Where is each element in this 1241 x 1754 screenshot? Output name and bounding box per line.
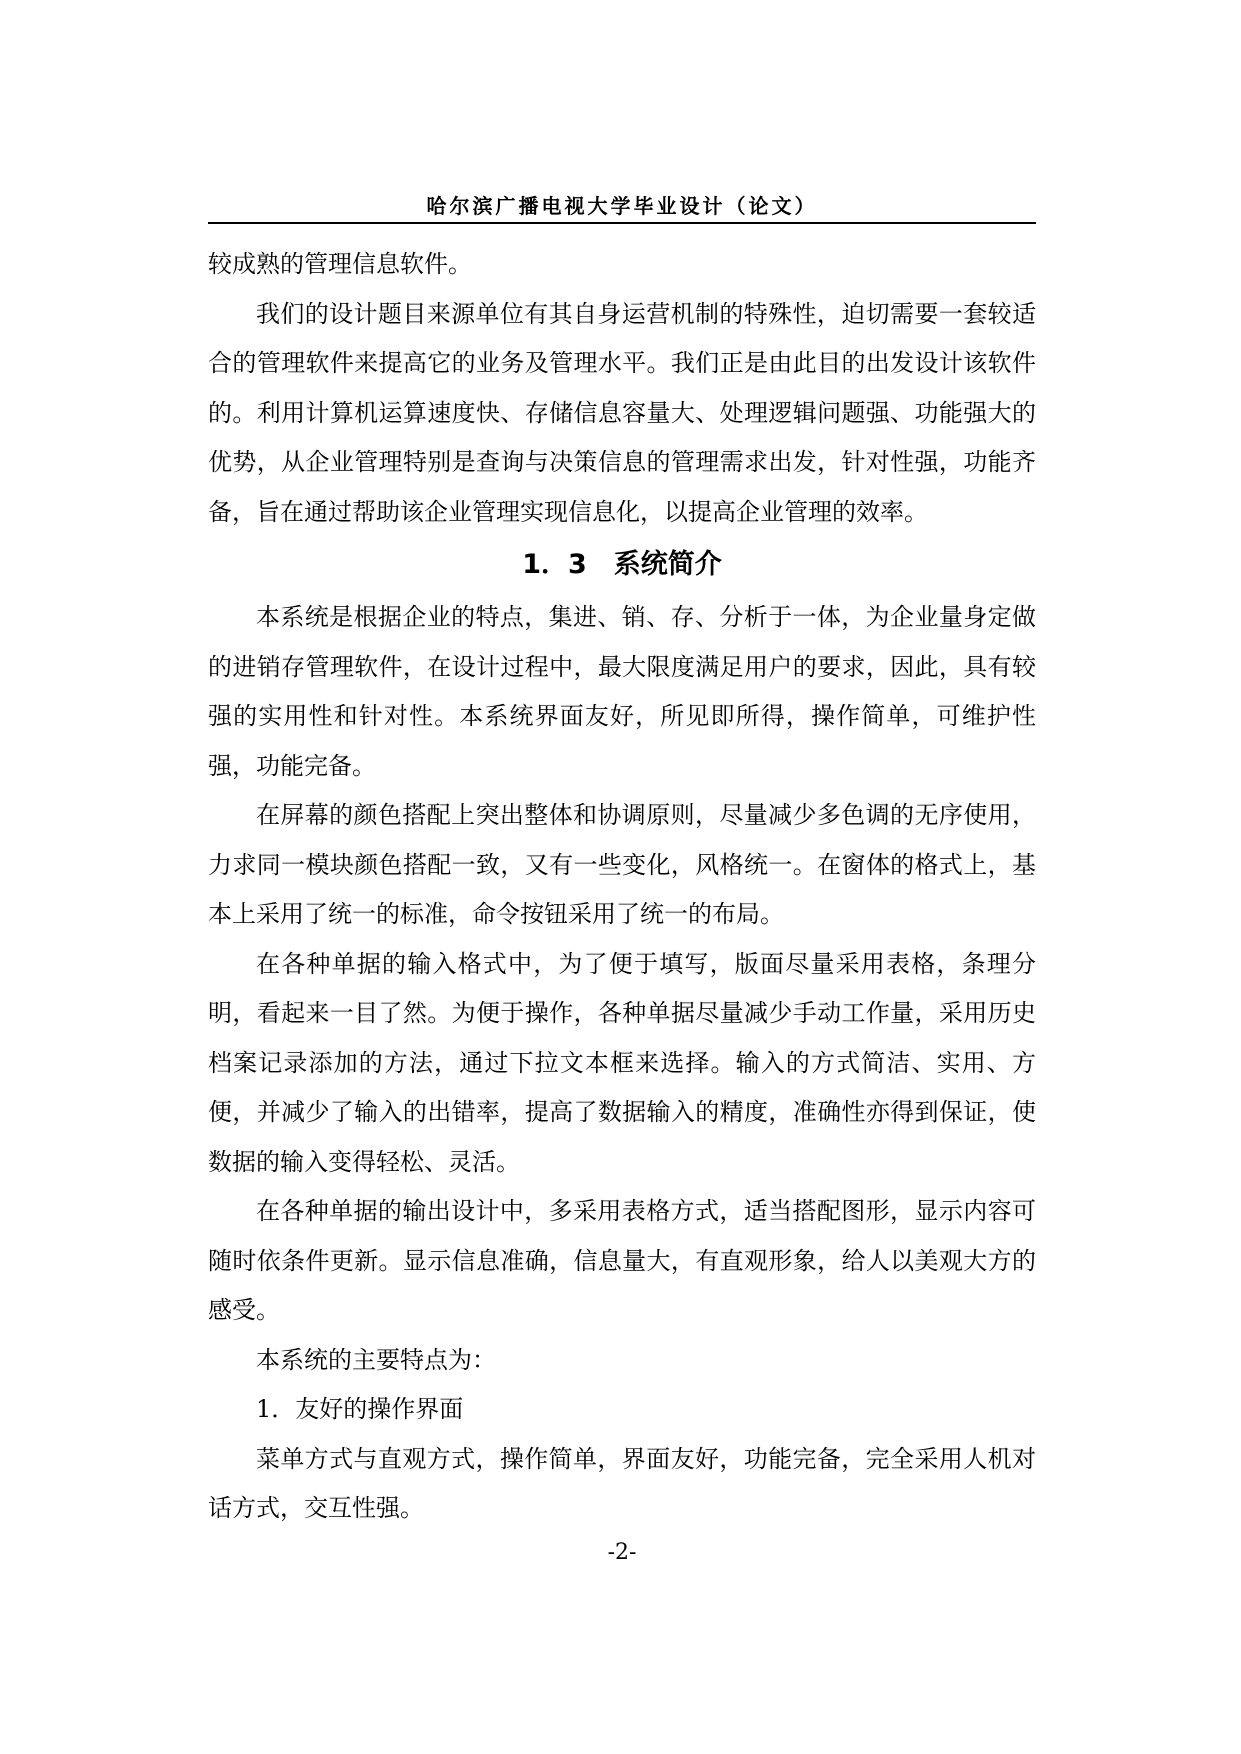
paragraph-input-format: 在各种单据的输入格式中，为了便于填写，版面尽量采用表格，条理分明，看起来一目了然。为便于操作，各种单据尽量减少手动工作量，采用历史档案记录添加的方法，通过下拉文本框来选择。输入的方式简洁、实用、方便，并减少了输入的出错率，提高了数据输入的精度，准确性亦得到保证，使数据的输入变得轻松、灵活。 <box>208 949 1036 1176</box>
paragraph-color-scheme: 在屏幕的颜色搭配上突出整体和协调原则，尽量减少多色调的无序使用，力求同一模块颜色搭配一致，又有一些变化，风格统一。在窗体的格式上，基本上采用了统一的标准，命令按钮采用了统一的布局。 <box>208 801 1036 928</box>
page-number: -2- <box>607 1540 637 1565</box>
paragraph-system-overview: 本系统是根据企业的特点，集进、销、存、分析于一体，为企业量身定做的进销存管理软件，在设计过程中，最大限度满足用户的要求，因此，具有较强的实用性和针对性。本系统界面友好，所见即所得，操作简单，可维护性强，功能完备。 <box>208 603 1036 780</box>
list-item-friendly-interface: 1．友好的操作界面 <box>256 1395 464 1423</box>
paragraph-output-design: 在各种单据的输出设计中，多采用表格方式，适当搭配图形，显示内容可随时依条件更新。显示信息准确，信息量大，有直观形象，给人以美观大方的感受。 <box>208 1197 1036 1324</box>
paragraph-design-purpose: 我们的设计题目来源单位有其自身运营机制的特殊性，迫切需要一套较适合的管理软件来提高它的业务及管理水平。我们正是由此目的出发设计该软件的。利用计算机运算速度快、存储信息容量大、处理逻辑问题强、功能强大的优势，从企业管理特别是查询与决策信息的管理需求出发，针对性强，功能齐备，旨在通过帮助该企业管理实现信息化，以提高企业管理的效率。 <box>208 299 1036 526</box>
header-rule <box>208 222 1036 224</box>
page-body <box>208 240 1036 1534</box>
section-heading: 1．3 系统简介 <box>522 549 722 580</box>
continuation-paragraph: 较成熟的管理信息软件。 <box>208 250 472 278</box>
paragraph-features-intro: 本系统的主要特点为： <box>256 1345 496 1374</box>
paragraph-menu-mode: 菜单方式与直观方式，操作简单，界面友好，功能完备，完全采用人机对话方式，交互性强。 <box>208 1444 1036 1522</box>
running-header: 哈尔滨广播电视大学毕业设计（论文） <box>426 194 818 218</box>
